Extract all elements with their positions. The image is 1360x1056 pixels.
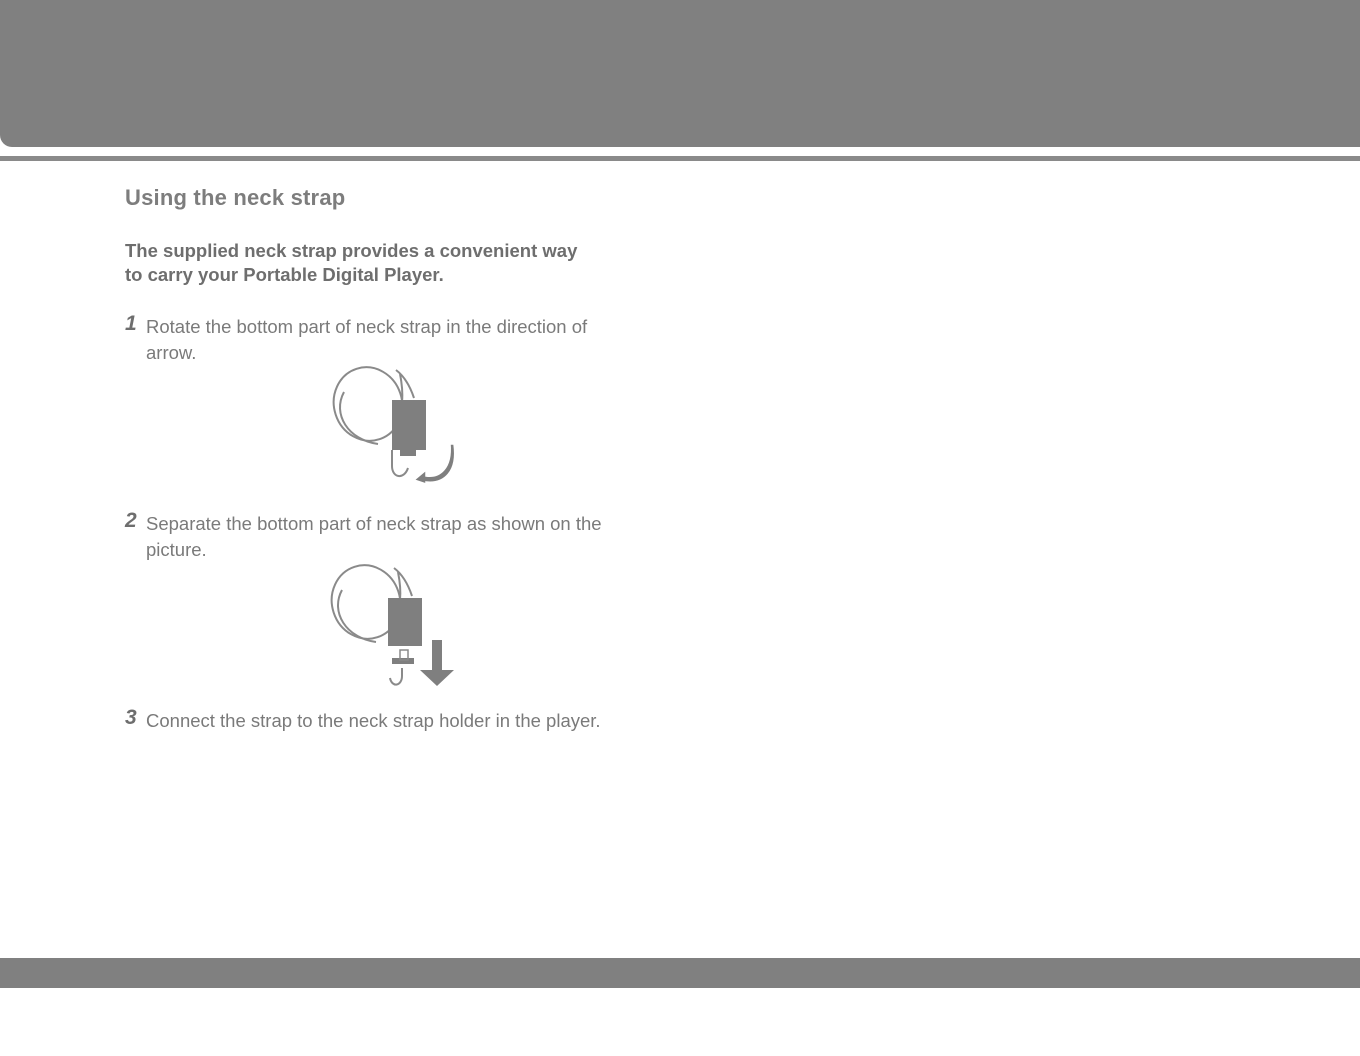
intro-text: The supplied neck strap provides a convenient way to carry your Portable Digital Player. xyxy=(125,240,578,285)
step-1-number: 1 xyxy=(125,312,137,335)
step-3-number: 3 xyxy=(125,706,137,729)
header-band xyxy=(0,0,1360,147)
step-1-text: Rotate the bottom part of neck strap in the direction of arrow. xyxy=(146,316,588,363)
separate-strap-illustration xyxy=(328,560,463,690)
header-rule xyxy=(0,156,1360,161)
page-title: Using the neck strap xyxy=(125,185,346,210)
step-2-text: Separate the bottom part of neck strap as shown on the picture. xyxy=(146,513,602,560)
step-3-text: Connect the strap to the neck strap holder in the player. xyxy=(146,710,601,731)
footer-band xyxy=(0,958,1360,988)
down-arrow-icon xyxy=(420,640,454,686)
step-2-number: 2 xyxy=(125,509,137,532)
rotate-strap-illustration xyxy=(330,362,465,487)
